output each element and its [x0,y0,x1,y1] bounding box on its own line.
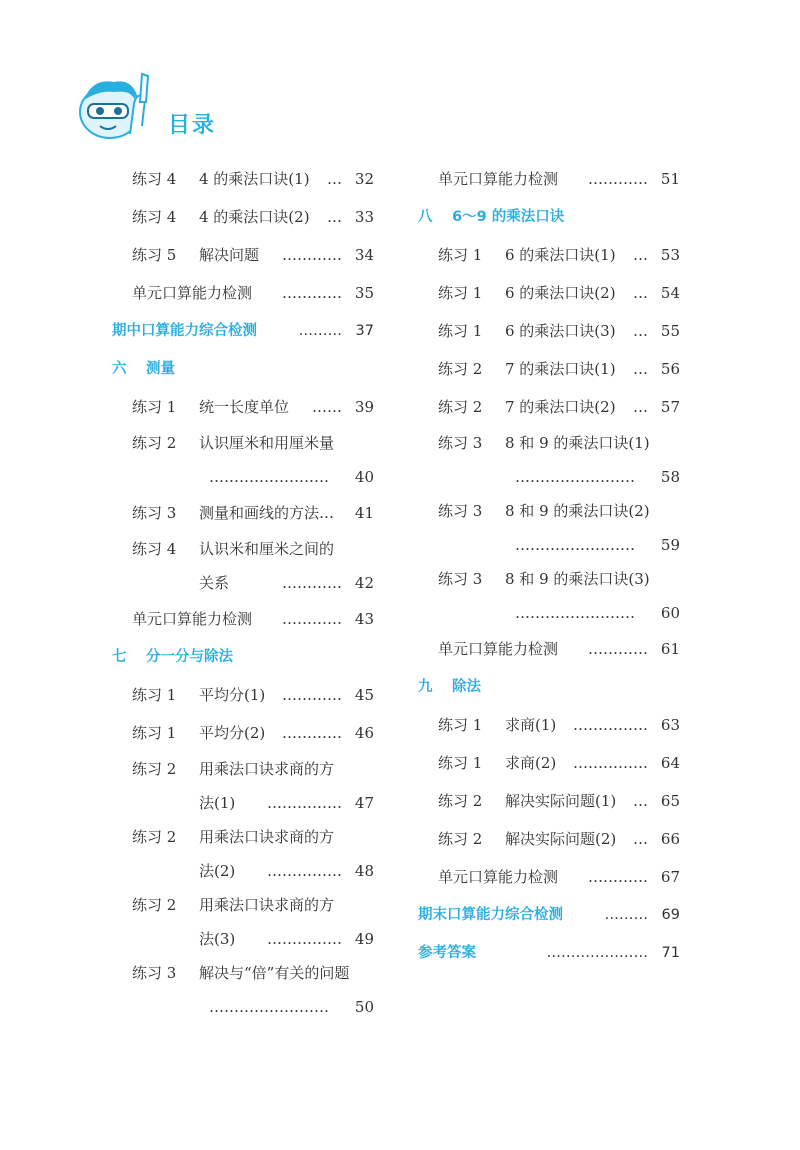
exercise-number: 练习 4 [132,208,177,226]
entry-title: 测量和画线的方法… [199,504,335,522]
leader-dots: ………… [588,170,648,188]
toc-entry [418,494,680,528]
page-number: 50 [354,998,374,1016]
toc-entry-continuation [112,990,374,1024]
exercise-number: 练习 2 [132,434,177,452]
leader-dots: …………………… [209,468,329,486]
toc-entry-continuation [418,528,680,562]
toc-entry [112,494,374,532]
leader-dots: …………… [267,794,342,812]
entry-title-continued: 法(2) [199,862,236,880]
page-number: 47 [354,794,374,812]
page-number: 48 [354,862,374,880]
section-title: 期中口算能力综合检测 [112,323,257,339]
page-title: 目录 [168,113,217,138]
toc-entry-continuation [112,854,374,888]
page-number: 34 [354,246,374,264]
toc-entry-continuation [418,460,680,494]
exercise-number: 练习 2 [438,830,483,848]
entry-title: 求商(2) [505,754,557,772]
page-number: 69 [661,907,680,923]
toc-entry [112,676,374,714]
page-number: 42 [354,574,374,592]
toc-entry [112,752,374,786]
leader-dots: ………… [282,724,342,742]
toc-section-heading [112,312,374,350]
toc-entry [112,532,374,566]
exercise-number: 练习 2 [438,792,483,810]
toc-entry [418,562,680,596]
page-number: 53 [660,246,680,264]
entry-title: 4 的乘法口诀(2) [199,208,310,226]
entry-title: 用乘法口诀求商的方 [199,828,335,846]
section-title: 测量 [146,361,175,377]
section-title: 除法 [452,679,481,695]
leader-dots: …………………… [515,468,635,486]
leader-dots: ………… [588,868,648,886]
page-number: 41 [354,504,374,522]
entry-title: 用乘法口诀求商的方 [199,760,335,778]
page-number: 37 [355,323,374,339]
exercise-number: 练习 2 [132,828,177,846]
section-title: 6～9 的乘法口诀 [452,209,565,225]
page-number: 64 [660,754,680,772]
exercise-number: 练习 3 [438,570,483,588]
leader-dots: ……… [298,323,342,339]
entry-title: 解决实际问题(1) [505,792,617,810]
leader-dots: …………… [573,754,648,772]
page-number: 33 [354,208,374,226]
entry-title: 7 的乘法口诀(2) [505,398,616,416]
section-title: 分一分与除法 [146,649,233,665]
page-number: 56 [660,360,680,378]
exercise-number: 练习 2 [132,896,177,914]
toc-entry [112,388,374,426]
page-number: 45 [354,686,374,704]
toc-entry [418,782,680,820]
leader-dots: … [633,398,648,416]
exercise-number: 练习 3 [132,964,177,982]
toc-entry [112,274,374,312]
leader-dots: …………………… [209,998,329,1016]
page-number: 71 [661,945,680,961]
section-title: 期末口算能力综合检测 [418,907,563,923]
page-number: 60 [660,604,680,622]
toc-entry [112,956,374,990]
exercise-number: 练习 2 [132,760,177,778]
toc-entry-continuation [418,596,680,630]
toc-entry [418,236,680,274]
entry-title-continued: 法(3) [199,930,236,948]
page-number: 65 [660,792,680,810]
exercise-number: 练习 4 [132,170,177,188]
entry-title: 用乘法口诀求商的方 [199,896,335,914]
leader-dots: ………… [588,640,648,658]
exercise-number: 练习 4 [132,540,177,558]
toc-entry [112,714,374,752]
entry-title: 解决问题 [199,246,260,264]
exercise-number: 练习 1 [438,754,483,772]
exercise-number: 练习 1 [438,322,483,340]
toc-entry [418,744,680,782]
toc-section-heading [418,896,680,934]
exercise-number: 练习 1 [438,246,483,264]
leader-dots: ……… [604,907,648,923]
entry-title: 6 的乘法口诀(2) [505,284,616,302]
entry-title-continued: 法(1) [199,794,236,812]
exercise-number: 练习 1 [132,724,177,742]
page-number: 66 [660,830,680,848]
toc-section-heading [418,198,680,236]
toc-entry [418,274,680,312]
entry-title: 6 的乘法口诀(1) [505,246,616,264]
leader-dots: ………………… [546,945,648,961]
entry-title: 解决与“倍”有关的问题 [199,964,350,982]
page-number: 54 [660,284,680,302]
section-title: 参考答案 [418,945,476,961]
exercise-number: 练习 1 [132,398,177,416]
leader-dots: … [633,246,648,264]
leader-dots: ………… [282,686,342,704]
toc-left-column [112,160,374,1024]
toc-entry [418,312,680,350]
exercise-number: 练习 1 [132,686,177,704]
exercise-number: 练习 1 [438,284,483,302]
entry-title: 8 和 9 的乘法口诀(1) [505,434,650,452]
toc-entry [112,236,374,274]
mascot-icon [70,64,170,154]
toc-entry [112,600,374,638]
exercise-number: 练习 3 [132,504,177,522]
entry-title: 单元口算能力检测 [438,170,559,188]
leader-dots: ………… [282,574,342,592]
section-number: 八 [418,209,433,225]
toc-entry-continuation [112,460,374,494]
toc-entry [112,198,374,236]
entry-title: 平均分(2) [199,724,266,742]
toc-entry-continuation [112,566,374,600]
page-number: 46 [354,724,374,742]
exercise-number: 练习 3 [438,434,483,452]
entry-title: 单元口算能力检测 [132,284,253,302]
leader-dots: …………………… [515,604,635,622]
toc-entry [418,426,680,460]
leader-dots: … [327,208,342,226]
toc-entry [418,820,680,858]
leader-dots: … [633,830,648,848]
leader-dots: ………… [282,284,342,302]
page-number: 63 [660,716,680,734]
page-number: 32 [354,170,374,188]
page-number: 57 [660,398,680,416]
leader-dots: …………… [573,716,648,734]
entry-title: 解决实际问题(2) [505,830,617,848]
toc-section-heading [112,638,374,676]
entry-title: 求商(1) [505,716,557,734]
toc-entry [418,350,680,388]
toc-section-heading [418,934,680,972]
exercise-number: 练习 3 [438,502,483,520]
entry-title: 认识米和厘米之间的 [199,540,335,558]
page-number: 40 [354,468,374,486]
leader-dots: …………… [267,930,342,948]
toc-section-heading [418,668,680,706]
leader-dots: ………… [282,246,342,264]
page-number: 59 [660,536,680,554]
toc-entry [112,426,374,460]
page-number: 67 [660,868,680,886]
page-number: 39 [354,398,374,416]
toc-entry [112,888,374,922]
leader-dots: …………… [267,862,342,880]
leader-dots: ………… [282,610,342,628]
leader-dots: …… [312,398,342,416]
leader-dots: … [633,322,648,340]
toc-entry-continuation [112,786,374,820]
toc-entry [418,388,680,426]
exercise-number: 练习 2 [438,360,483,378]
section-number: 九 [418,679,433,695]
entry-title: 单元口算能力检测 [438,868,559,886]
entry-title: 统一长度单位 [199,398,290,416]
page-number: 43 [354,610,374,628]
entry-title: 8 和 9 的乘法口诀(2) [505,502,650,520]
leader-dots: … [633,284,648,302]
toc-entry [418,858,680,896]
entry-title: 单元口算能力检测 [132,610,253,628]
entry-title: 单元口算能力检测 [438,640,559,658]
leader-dots: … [633,792,648,810]
toc-entry [418,160,680,198]
section-number: 六 [112,361,127,377]
entry-title: 平均分(1) [199,686,266,704]
exercise-number: 练习 2 [438,398,483,416]
page-number: 55 [660,322,680,340]
toc-entry [112,820,374,854]
leader-dots: … [327,170,342,188]
section-number: 七 [112,649,127,665]
toc-entry-continuation [112,922,374,956]
entry-title: 6 的乘法口诀(3) [505,322,616,340]
page-number: 58 [660,468,680,486]
entry-title: 认识厘米和用厘米量 [199,434,335,452]
exercise-number: 练习 1 [438,716,483,734]
entry-title: 4 的乘法口诀(1) [199,170,310,188]
entry-title: 7 的乘法口诀(1) [505,360,616,378]
toc-section-heading [112,350,374,388]
entry-title: 8 和 9 的乘法口诀(3) [505,570,650,588]
leader-dots: …………………… [515,536,635,554]
leader-dots: … [633,360,648,378]
entry-title-continued: 关系 [199,574,230,592]
toc-right-column [418,160,680,972]
toc-entry [418,630,680,668]
toc-entry [112,160,374,198]
toc-entry [418,706,680,744]
page-number: 51 [660,170,680,188]
page-number: 35 [354,284,374,302]
page-number: 61 [660,640,680,658]
exercise-number: 练习 5 [132,246,177,264]
page-number: 49 [354,930,374,948]
